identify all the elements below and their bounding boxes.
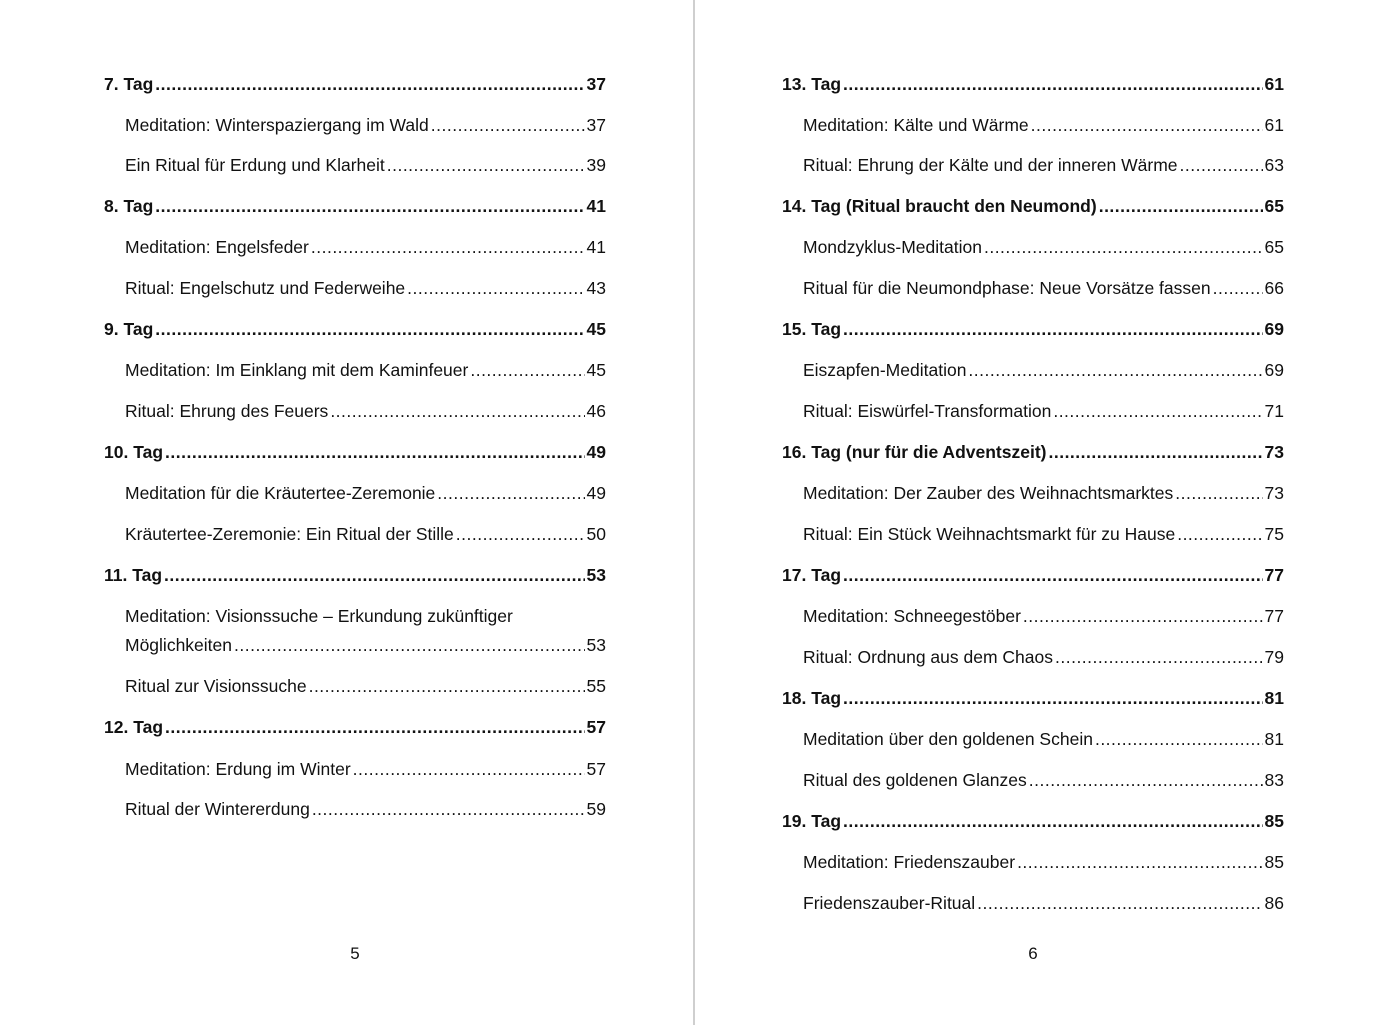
toc-sub-entry[interactable] — [803, 604, 1284, 628]
dot-leader — [1053, 399, 1262, 423]
toc-chapter-entry[interactable] — [104, 715, 606, 739]
entry-title: 11. Tag — [104, 565, 163, 585]
dot-leader — [968, 358, 1262, 382]
entry-page: 37 — [586, 74, 606, 94]
entry-page: 81 — [1264, 729, 1284, 749]
dot-leader — [843, 563, 1263, 587]
dot-leader — [984, 235, 1263, 259]
toc-sub-entry[interactable] — [803, 768, 1284, 792]
toc-sub-entry[interactable] — [803, 153, 1284, 177]
entry-title: 10. Tag — [104, 442, 164, 462]
entry-page: 73 — [1264, 442, 1284, 462]
entry-title: 14. Tag (Ritual braucht den Neumond) — [782, 196, 1097, 216]
toc-chapter-entry[interactable] — [104, 194, 606, 218]
entry-page: 69 — [1264, 319, 1284, 339]
dot-leader — [456, 522, 585, 546]
entry-title: Meditation: Schneegestöber — [803, 606, 1021, 626]
toc-sub-entry[interactable] — [125, 276, 606, 300]
dot-leader — [1023, 604, 1263, 628]
toc-sub-entry[interactable] — [803, 276, 1284, 300]
dot-leader — [437, 481, 584, 505]
dot-leader — [431, 113, 585, 137]
toc-sub-entry[interactable] — [803, 850, 1284, 874]
entry-title: 18. Tag — [782, 688, 842, 708]
entry-page: 59 — [586, 799, 606, 819]
toc-sub-entry[interactable] — [125, 674, 606, 698]
entry-title: Ritual zur Visionssuche — [125, 676, 307, 696]
dot-leader — [977, 891, 1262, 915]
toc-chapter-entry[interactable] — [782, 686, 1284, 710]
toc-sub-entry[interactable] — [125, 797, 606, 821]
entry-title: Meditation über den goldenen Schein — [803, 729, 1093, 749]
dot-leader — [1095, 727, 1263, 751]
entry-page: 41 — [586, 237, 606, 257]
entry-title-line2-row — [125, 631, 606, 660]
toc-sub-entry[interactable] — [803, 235, 1284, 259]
dot-leader — [1175, 481, 1262, 505]
dot-leader — [353, 757, 585, 781]
toc-chapter-entry[interactable] — [104, 563, 606, 587]
dot-leader — [165, 715, 585, 739]
entry-title: Meditation: Der Zauber des Weihnachtsmarktes — [803, 483, 1174, 503]
entry-page: 39 — [586, 155, 606, 175]
entry-page: 43 — [586, 278, 606, 298]
entry-title: Ritual der Wintererdung — [125, 799, 310, 819]
toc-sub-entry[interactable] — [125, 113, 606, 137]
toc-sub-entry[interactable] — [803, 113, 1284, 137]
entry-page: 45 — [586, 360, 606, 380]
entry-title: 17. Tag — [782, 565, 842, 585]
dot-leader — [843, 72, 1263, 96]
dot-leader — [1017, 850, 1262, 874]
dot-leader — [1177, 522, 1262, 546]
entry-title: Meditation: Winterspaziergang im Wald — [125, 115, 429, 135]
entry-title: Eiszapfen-Meditation — [803, 360, 967, 380]
dot-leader — [1055, 645, 1263, 669]
entry-page: 85 — [1264, 852, 1284, 872]
entry-page: 65 — [1264, 237, 1284, 257]
entry-page: 79 — [1264, 647, 1284, 667]
toc-sub-entry[interactable] — [125, 153, 606, 177]
entry-title: Ritual des goldenen Glanzes — [803, 770, 1027, 790]
entry-page: 37 — [586, 115, 606, 135]
entry-title: Ritual: Ein Stück Weihnachtsmarkt für zu Hause — [803, 524, 1176, 544]
entry-title-line2: Möglichkeiten — [125, 635, 232, 655]
toc-chapter-entry[interactable] — [104, 72, 606, 96]
entry-page: 57 — [586, 759, 606, 779]
entry-title: Meditation für die Kräutertee-Zeremonie — [125, 483, 436, 503]
entry-page: 53 — [586, 635, 606, 655]
dot-leader — [164, 563, 584, 587]
toc-chapter-entry[interactable] — [782, 440, 1284, 464]
entry-page: 61 — [1264, 115, 1284, 135]
toc-sub-entry[interactable] — [125, 757, 606, 781]
entry-page: 50 — [586, 524, 606, 544]
entry-title: Ritual: Ordnung aus dem Chaos — [803, 647, 1053, 667]
toc-chapter-entry[interactable] — [782, 72, 1284, 96]
toc-sub-entry[interactable] — [803, 358, 1284, 382]
entry-title: Ritual: Ehrung der Kälte und der inneren Wärme — [803, 155, 1178, 175]
entry-page: 69 — [1264, 360, 1284, 380]
entry-title: 12. Tag — [104, 717, 164, 737]
entry-title: Kräutertee-Zeremonie: Ein Ritual der Stille — [125, 524, 454, 544]
toc-chapter-entry[interactable] — [782, 809, 1284, 833]
dot-leader — [1099, 194, 1263, 218]
entry-title: 13. Tag — [782, 74, 842, 94]
dot-leader — [309, 674, 585, 698]
toc-sub-entry[interactable] — [125, 481, 606, 505]
entry-page: 61 — [1264, 74, 1284, 94]
entry-page: 85 — [1264, 811, 1284, 831]
entry-page: 81 — [1264, 688, 1284, 708]
dot-leader — [1213, 276, 1263, 300]
toc-sub-entry[interactable] — [803, 522, 1284, 546]
entry-page: 57 — [586, 717, 606, 737]
dot-leader — [312, 797, 585, 821]
entry-title: Meditation: Kälte und Wärme — [803, 115, 1029, 135]
entry-title: Friedenszauber-Ritual — [803, 893, 976, 913]
entry-title: Meditation: Erdung im Winter — [125, 759, 351, 779]
entry-page: 53 — [586, 565, 606, 585]
entry-title: 7. Tag — [104, 74, 154, 94]
dot-leader — [843, 809, 1263, 833]
entry-page: 55 — [586, 676, 606, 696]
entry-page: 46 — [586, 401, 606, 421]
toc-sub-entry[interactable] — [803, 891, 1284, 915]
entry-page: 86 — [1264, 893, 1284, 913]
dot-leader — [1029, 768, 1263, 792]
entry-title: Ritual: Engelschutz und Federweihe — [125, 278, 406, 298]
dot-leader — [407, 276, 584, 300]
toc-sub-entry[interactable] — [125, 235, 606, 259]
entry-title: 16. Tag (nur für die Adventszeit) — [782, 442, 1047, 462]
toc-sub-entry-multiline[interactable] — [125, 602, 606, 660]
toc-chapter-entry[interactable] — [782, 194, 1284, 218]
dot-leader — [843, 317, 1263, 341]
toc-sub-entry[interactable] — [803, 727, 1284, 751]
entry-title: Ritual für die Neumondphase: Neue Vorsätze fassen — [803, 278, 1211, 298]
dot-leader — [155, 72, 584, 96]
dot-leader — [330, 399, 584, 423]
toc-sub-entry[interactable] — [803, 481, 1284, 505]
page-number: 5 — [350, 944, 360, 963]
dot-leader — [1048, 440, 1262, 464]
toc-chapter-entry[interactable] — [104, 317, 606, 341]
entry-page: 83 — [1264, 770, 1284, 790]
dot-leader — [155, 317, 584, 341]
entry-page: 66 — [1264, 278, 1284, 298]
dot-leader — [1180, 153, 1263, 177]
toc-sub-entry[interactable] — [803, 645, 1284, 669]
dot-leader — [155, 194, 584, 218]
entry-title: 15. Tag — [782, 319, 842, 339]
entry-title: Ritual: Ehrung des Feuers — [125, 401, 329, 421]
entry-page: 45 — [586, 319, 606, 339]
dot-leader — [387, 153, 585, 177]
entry-page: 63 — [1264, 155, 1284, 175]
entry-title-line1: Meditation: Visionssuche – Erkundung zukünftiger — [125, 606, 513, 626]
entry-title: Ein Ritual für Erdung und Klarheit — [125, 155, 385, 175]
toc-sub-entry[interactable] — [803, 399, 1284, 423]
toc-sub-entry[interactable] — [125, 522, 606, 546]
entry-page: 49 — [586, 442, 606, 462]
dot-leader — [234, 631, 585, 660]
toc-chapter-entry[interactable] — [104, 440, 606, 464]
dot-leader — [311, 235, 585, 259]
toc-sub-entry[interactable] — [125, 358, 606, 382]
entry-title: Meditation: Im Einklang mit dem Kaminfeuer — [125, 360, 469, 380]
entry-title: Mondzyklus-Meditation — [803, 237, 982, 257]
entry-page: 77 — [1264, 606, 1284, 626]
entry-page: 71 — [1264, 401, 1284, 421]
right-page — [695, 0, 1382, 1025]
entry-title: 19. Tag — [782, 811, 842, 831]
entry-page: 65 — [1264, 196, 1284, 216]
entry-title: Ritual: Eiswürfel-Transformation — [803, 401, 1052, 421]
dot-leader — [165, 440, 585, 464]
dot-leader — [470, 358, 584, 382]
entry-page: 77 — [1264, 565, 1284, 585]
toc-chapter-entry[interactable] — [782, 317, 1284, 341]
entry-title: 8. Tag — [104, 196, 154, 216]
dot-leader — [843, 686, 1263, 710]
entry-title: Meditation: Engelsfeder — [125, 237, 309, 257]
entry-title: Meditation: Friedenszauber — [803, 852, 1016, 872]
entry-page: 49 — [586, 483, 606, 503]
entry-page: 73 — [1264, 483, 1284, 503]
page-number: 6 — [1028, 944, 1038, 963]
dot-leader — [1031, 113, 1263, 137]
entry-title: 9. Tag — [104, 319, 154, 339]
toc-sub-entry[interactable] — [125, 399, 606, 423]
entry-page: 75 — [1264, 524, 1284, 544]
toc-chapter-entry[interactable] — [782, 563, 1284, 587]
entry-page: 41 — [586, 196, 606, 216]
